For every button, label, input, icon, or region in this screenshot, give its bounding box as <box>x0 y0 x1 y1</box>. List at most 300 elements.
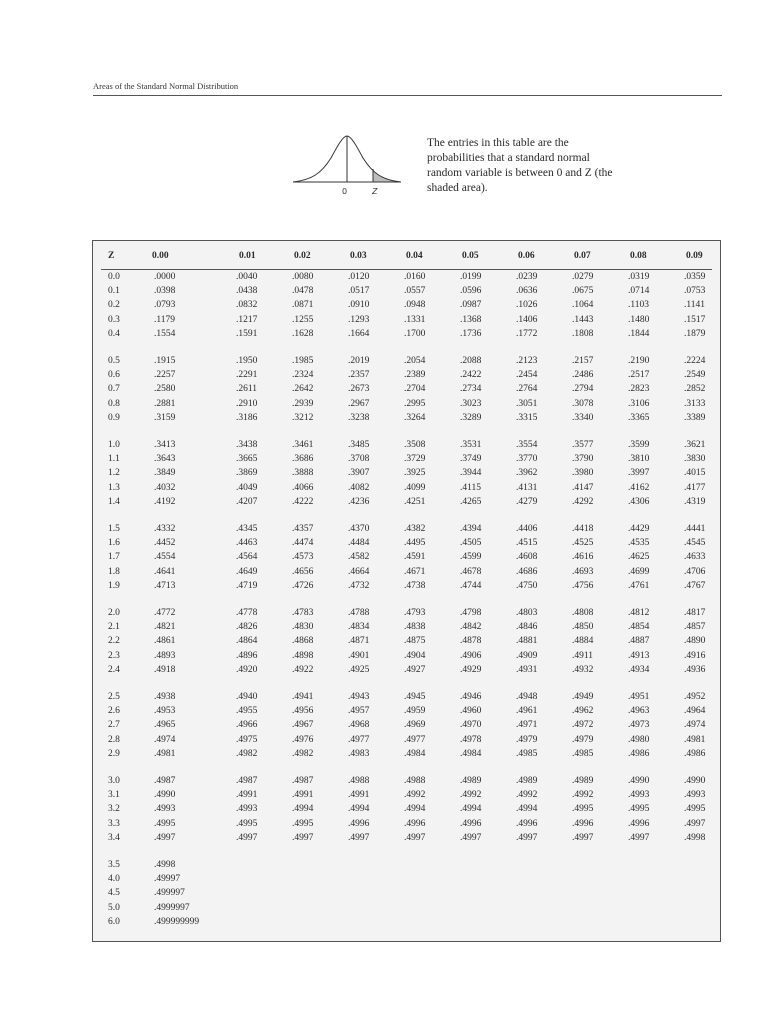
table-cell: .2704 <box>404 384 426 395</box>
table-cell: .4345 <box>236 524 258 534</box>
table-cell: .4382 <box>404 524 426 534</box>
table-cell: .3051 <box>516 398 538 409</box>
table-cell: .4992 <box>460 790 482 801</box>
table-cell: .4778 <box>236 608 258 618</box>
table-cell: .4884 <box>572 636 594 647</box>
row-z-value: 1.2 <box>108 468 120 479</box>
table-cell: .4962 <box>572 706 594 717</box>
table-cell: .4986 <box>684 748 706 759</box>
table-cell: .4985 <box>572 748 594 759</box>
table-cell: .1480 <box>628 314 650 325</box>
table-cell: .0948 <box>404 300 426 311</box>
row-z-value: 2.2 <box>108 636 120 647</box>
table-cell: .4131 <box>516 482 538 493</box>
table-cell: .0239 <box>516 272 538 282</box>
table-cell: .4893 <box>154 650 176 661</box>
table-cell: .2910 <box>236 398 258 409</box>
table-cell: .4406 <box>516 524 538 534</box>
row-z-value: 2.9 <box>108 748 120 759</box>
table-cell: .2673 <box>348 384 370 395</box>
row-z-value: 3.4 <box>108 832 120 843</box>
table-cell: .4082 <box>348 482 370 493</box>
table-cell: .4554 <box>154 552 176 563</box>
table-cell: .3665 <box>236 454 258 465</box>
table-cell: .4975 <box>236 734 258 745</box>
table-cell: .3770 <box>516 454 538 465</box>
table-cell: .1443 <box>572 314 594 325</box>
table-cell: .0517 <box>348 286 370 297</box>
table-cell: .3729 <box>404 454 426 465</box>
table-cell: .4938 <box>154 692 176 702</box>
table-cell: .4861 <box>154 636 176 647</box>
table-cell: .3621 <box>684 440 706 450</box>
table-cell: .4981 <box>684 734 706 745</box>
table-cell: .4878 <box>460 636 482 647</box>
row-z-value: 3.0 <box>108 776 120 786</box>
table-cell: .4929 <box>460 664 482 675</box>
table-cell: .1331 <box>404 314 426 325</box>
table-cell: .4999997 <box>154 902 190 913</box>
column-header: 0.03 <box>350 251 367 261</box>
table-cell: .4995 <box>154 818 176 829</box>
row-z-value: 0.4 <box>108 328 120 339</box>
row-z-value: 2.5 <box>108 692 120 702</box>
table-cell: .1808 <box>572 328 594 339</box>
table-cell: .4991 <box>236 790 258 801</box>
row-z-value: 4.0 <box>108 874 120 885</box>
table-cell: .4842 <box>460 622 482 633</box>
table-cell: .4979 <box>572 734 594 745</box>
table-cell: .4988 <box>348 776 370 786</box>
table-cell: .2088 <box>460 356 482 366</box>
table-cell: .499997 <box>154 888 185 899</box>
table-cell: .3389 <box>684 412 706 423</box>
table-cell: .0714 <box>628 286 650 297</box>
table-cell: .2611 <box>236 384 258 395</box>
row-z-value: 1.0 <box>108 440 120 450</box>
row-z-value: 3.1 <box>108 790 120 801</box>
table-cell: .4987 <box>292 776 314 786</box>
table-cell: .1217 <box>236 314 258 325</box>
table-cell: .4997 <box>404 832 426 843</box>
table-cell: .0000 <box>154 272 176 282</box>
row-z-value: 1.6 <box>108 538 120 549</box>
table-cell: .1700 <box>404 328 426 339</box>
table-cell: .4713 <box>154 580 176 591</box>
table-cell: .3888 <box>292 468 314 479</box>
table-cell: .3980 <box>572 468 594 479</box>
table-cell: .2939 <box>292 398 314 409</box>
table-cell: .4761 <box>628 580 650 591</box>
table-cell: .4788 <box>348 608 370 618</box>
table-cell: .0753 <box>684 286 706 297</box>
table-cell: .4961 <box>516 706 538 717</box>
table-cell: .4995 <box>236 818 258 829</box>
table-cell: .3944 <box>460 468 482 479</box>
table-cell: .4974 <box>154 734 176 745</box>
table-cell: .4996 <box>404 818 426 829</box>
table-cell: .3708 <box>348 454 370 465</box>
table-cell: .4641 <box>154 566 176 577</box>
table-description: The entries in this table are the probabilities that a standard normal random variable is between 0 and Z (the shaded area). <box>427 137 613 194</box>
table-cell: .4932 <box>572 664 594 675</box>
table-cell: .4967 <box>292 720 314 731</box>
table-cell: .4990 <box>154 790 176 801</box>
table-cell: .3413 <box>154 440 176 450</box>
table-cell: .3686 <box>292 454 314 465</box>
table-cell: .4803 <box>516 608 538 618</box>
table-cell: .2734 <box>460 384 482 395</box>
table-cell: .4798 <box>460 608 482 618</box>
table-cell: .4306 <box>628 496 650 507</box>
table-cell: .4969 <box>404 720 426 731</box>
table-cell: .1664 <box>348 328 370 339</box>
table-cell: .4292 <box>572 496 594 507</box>
column-header-rule <box>101 269 712 270</box>
table-cell: .4998 <box>154 860 176 870</box>
table-cell: .4750 <box>516 580 538 591</box>
table-cell: .1844 <box>628 328 650 339</box>
table-cell: .4996 <box>516 818 538 829</box>
table-cell: .1255 <box>292 314 314 325</box>
row-z-value: 2.3 <box>108 650 120 661</box>
table-cell: .0160 <box>404 272 426 282</box>
table-cell: .4904 <box>404 650 426 661</box>
row-z-value: 3.2 <box>108 804 120 815</box>
table-cell: .0438 <box>236 286 258 297</box>
table-cell: .4826 <box>236 622 258 633</box>
row-z-value: 0.3 <box>108 314 120 325</box>
row-z-value: 0.2 <box>108 300 120 311</box>
table-cell: .4985 <box>516 748 538 759</box>
row-z-value: 0.1 <box>108 286 120 297</box>
table-cell: .4956 <box>292 706 314 717</box>
table-cell: .2054 <box>404 356 426 366</box>
table-cell: .4997 <box>572 832 594 843</box>
table-cell: .4922 <box>292 664 314 675</box>
table-cell: .4783 <box>292 608 314 618</box>
table-cell: .3106 <box>628 398 650 409</box>
column-header: 0.00 <box>152 251 169 261</box>
table-cell: .2389 <box>404 370 426 381</box>
table-cell: .4236 <box>348 496 370 507</box>
z-table <box>92 240 721 942</box>
table-cell: .0398 <box>154 286 176 297</box>
row-z-value: 1.9 <box>108 580 120 591</box>
table-cell: .0319 <box>628 272 650 282</box>
table-cell: .4960 <box>460 706 482 717</box>
table-cell: .4452 <box>154 538 176 549</box>
table-cell: .3925 <box>404 468 426 479</box>
table-cell: .49997 <box>154 874 181 885</box>
table-cell: .4890 <box>684 636 706 647</box>
table-cell: .3461 <box>292 440 314 450</box>
table-cell: .4990 <box>628 776 650 786</box>
table-cell: .1368 <box>460 314 482 325</box>
table-cell: .0040 <box>236 272 258 282</box>
table-cell: .4997 <box>684 818 706 829</box>
table-cell: .0793 <box>154 300 176 311</box>
table-cell: .4946 <box>460 692 482 702</box>
table-cell: .2794 <box>572 384 594 395</box>
table-cell: .3238 <box>348 412 370 423</box>
table-cell: .2764 <box>516 384 538 395</box>
table-cell: .4474 <box>292 538 314 549</box>
row-z-value: 0.7 <box>108 384 120 395</box>
table-cell: .3365 <box>628 412 650 423</box>
table-cell: .4997 <box>292 832 314 843</box>
table-cell: .4582 <box>348 552 370 563</box>
table-cell: .4616 <box>572 552 594 563</box>
table-cell: .4505 <box>460 538 482 549</box>
table-cell: .4934 <box>628 664 650 675</box>
row-z-value: 1.5 <box>108 524 120 534</box>
table-cell: .4911 <box>572 650 594 661</box>
table-cell: .4830 <box>292 622 314 633</box>
table-cell: .4927 <box>404 664 426 675</box>
column-header: 0.09 <box>686 251 703 261</box>
table-cell: .4032 <box>154 482 176 493</box>
table-cell: .4982 <box>236 748 258 759</box>
table-cell: .4997 <box>348 832 370 843</box>
table-cell: .1179 <box>154 314 176 325</box>
table-cell: .2454 <box>516 370 538 381</box>
row-z-value: 4.5 <box>108 888 120 899</box>
table-cell: .1064 <box>572 300 594 311</box>
table-cell: .4906 <box>460 650 482 661</box>
table-cell: .4591 <box>404 552 426 563</box>
table-cell: .4495 <box>404 538 426 549</box>
table-cell: .1554 <box>154 328 176 339</box>
table-cell: .4834 <box>348 622 370 633</box>
table-cell: .4989 <box>516 776 538 786</box>
table-cell: .4931 <box>516 664 538 675</box>
table-cell: .0832 <box>236 300 258 311</box>
table-cell: .4207 <box>236 496 258 507</box>
table-cell: .1772 <box>516 328 538 339</box>
table-cell: .4997 <box>236 832 258 843</box>
table-cell: .4971 <box>516 720 538 731</box>
table-cell: .1293 <box>348 314 370 325</box>
table-cell: .1591 <box>236 328 258 339</box>
table-cell: .3159 <box>154 412 176 423</box>
table-cell: .4706 <box>684 566 706 577</box>
table-cell: .3289 <box>460 412 482 423</box>
table-cell: .3830 <box>684 454 706 465</box>
table-cell: .4545 <box>684 538 706 549</box>
table-cell: .4177 <box>684 482 706 493</box>
table-cell: .2422 <box>460 370 482 381</box>
table-cell: .4693 <box>572 566 594 577</box>
table-cell: .4993 <box>154 804 176 815</box>
row-z-value: 6.0 <box>108 916 120 927</box>
column-header: 0.04 <box>406 251 423 261</box>
row-z-value: 0.8 <box>108 398 120 409</box>
table-cell: .4978 <box>460 734 482 745</box>
row-z-value: 0.5 <box>108 356 120 366</box>
curve-label-zero: 0 <box>342 187 348 196</box>
table-cell: .4995 <box>628 804 650 815</box>
table-cell: .4838 <box>404 622 426 633</box>
table-cell: .2190 <box>628 356 650 366</box>
table-cell: .4994 <box>292 804 314 815</box>
row-z-value: 1.4 <box>108 496 120 507</box>
table-cell: .4996 <box>348 818 370 829</box>
row-z-value: 0.0 <box>108 272 120 282</box>
table-cell: .4993 <box>236 804 258 815</box>
row-z-value: 0.9 <box>108 412 120 423</box>
table-cell: .3554 <box>516 440 538 450</box>
table-cell: .4793 <box>404 608 426 618</box>
table-cell: .4991 <box>348 790 370 801</box>
table-cell: .3577 <box>572 440 594 450</box>
table-cell: .4970 <box>460 720 482 731</box>
table-cell: .3340 <box>572 412 594 423</box>
table-cell: .4699 <box>628 566 650 577</box>
table-cell: .4992 <box>404 790 426 801</box>
table-cell: .4441 <box>684 524 706 534</box>
table-cell: .4963 <box>628 706 650 717</box>
table-cell: .1406 <box>516 314 538 325</box>
table-cell: .1628 <box>292 328 314 339</box>
table-cell: .4994 <box>516 804 538 815</box>
table-cell: .3315 <box>516 412 538 423</box>
table-cell: .4984 <box>460 748 482 759</box>
table-cell: .4875 <box>404 636 426 647</box>
table-cell: .4147 <box>572 482 594 493</box>
table-cell: .4952 <box>684 692 706 702</box>
table-cell: .4976 <box>292 734 314 745</box>
table-cell: .4997 <box>516 832 538 843</box>
table-cell: .4996 <box>572 818 594 829</box>
table-cell: .4997 <box>154 832 176 843</box>
table-cell: .2881 <box>154 398 176 409</box>
table-cell: .4909 <box>516 650 538 661</box>
table-cell: .0910 <box>348 300 370 311</box>
table-cell: .3078 <box>572 398 594 409</box>
curve-label-z: Z <box>372 187 378 196</box>
row-z-value: 1.1 <box>108 454 120 465</box>
table-cell: .2580 <box>154 384 176 395</box>
table-cell: .3264 <box>404 412 426 423</box>
table-cell: .4977 <box>404 734 426 745</box>
table-cell: .2157 <box>572 356 594 366</box>
table-cell: .4957 <box>348 706 370 717</box>
table-cell: .4484 <box>348 538 370 549</box>
table-cell: .4162 <box>628 482 650 493</box>
table-cell: .4980 <box>628 734 650 745</box>
table-cell: .4821 <box>154 622 176 633</box>
row-z-value: 3.5 <box>108 860 120 870</box>
table-cell: .3962 <box>516 468 538 479</box>
table-cell: .4850 <box>572 622 594 633</box>
table-cell: .4964 <box>684 706 706 717</box>
table-cell: .2291 <box>236 370 258 381</box>
table-cell: .499999999 <box>154 916 200 927</box>
table-cell: .3997 <box>628 468 650 479</box>
row-z-value: 1.7 <box>108 552 120 563</box>
table-cell: .4719 <box>236 580 258 591</box>
table-cell: .4394 <box>460 524 482 534</box>
table-cell: .3186 <box>236 412 258 423</box>
row-z-value: 2.4 <box>108 664 120 675</box>
table-cell: .4817 <box>684 608 706 618</box>
table-cell: .4756 <box>572 580 594 591</box>
header-rule <box>93 95 722 96</box>
table-cell: .3508 <box>404 440 426 450</box>
table-cell: .2549 <box>684 370 706 381</box>
table-cell: .2517 <box>628 370 650 381</box>
row-z-value: 1.8 <box>108 566 120 577</box>
table-cell: .1950 <box>236 356 258 366</box>
table-cell: .4974 <box>684 720 706 731</box>
table-cell: .4332 <box>154 524 176 534</box>
table-cell: .4812 <box>628 608 650 618</box>
table-cell: .1141 <box>684 300 706 311</box>
column-header: 0.06 <box>518 251 535 261</box>
table-cell: .4984 <box>404 748 426 759</box>
table-cell: .4418 <box>572 524 594 534</box>
table-cell: .4993 <box>684 790 706 801</box>
table-cell: .2123 <box>516 356 538 366</box>
table-cell: .1736 <box>460 328 482 339</box>
table-cell: .0120 <box>348 272 370 282</box>
table-cell: .4991 <box>292 790 314 801</box>
table-cell: .4049 <box>236 482 258 493</box>
table-cell: .4994 <box>460 804 482 815</box>
table-cell: .4192 <box>154 496 176 507</box>
table-cell: .0279 <box>572 272 594 282</box>
table-cell: .4896 <box>236 650 258 661</box>
table-cell: .4573 <box>292 552 314 563</box>
table-cell: .4940 <box>236 692 258 702</box>
table-cell: .4732 <box>348 580 370 591</box>
table-cell: .4279 <box>516 496 538 507</box>
table-cell: .0557 <box>404 286 426 297</box>
table-cell: .4941 <box>292 692 314 702</box>
table-cell: .4887 <box>628 636 650 647</box>
table-cell: .0478 <box>292 286 314 297</box>
table-cell: .4982 <box>292 748 314 759</box>
table-cell: .4996 <box>628 818 650 829</box>
table-cell: .4972 <box>572 720 594 731</box>
table-cell: .4625 <box>628 552 650 563</box>
table-cell: .1103 <box>628 300 650 311</box>
table-cell: .4918 <box>154 664 176 675</box>
table-cell: .0636 <box>516 286 538 297</box>
table-cell: .2257 <box>154 370 176 381</box>
table-cell: .4997 <box>628 832 650 843</box>
table-cell: .4868 <box>292 636 314 647</box>
table-cell: .3438 <box>236 440 258 450</box>
table-cell: .2324 <box>292 370 314 381</box>
table-cell: .4959 <box>404 706 426 717</box>
table-cell: .4525 <box>572 538 594 549</box>
table-cell: .4871 <box>348 636 370 647</box>
column-header-z: Z <box>108 251 115 261</box>
table-cell: .4370 <box>348 524 370 534</box>
table-cell: .4916 <box>684 650 706 661</box>
table-cell: .4846 <box>516 622 538 633</box>
table-cell: .4998 <box>684 832 706 843</box>
table-cell: .4664 <box>348 566 370 577</box>
table-cell: .3133 <box>684 398 706 409</box>
table-cell: .4857 <box>684 622 706 633</box>
table-cell: .3869 <box>236 468 258 479</box>
table-cell: .4767 <box>684 580 706 591</box>
column-header: 0.08 <box>630 251 647 261</box>
table-cell: .3599 <box>628 440 650 450</box>
